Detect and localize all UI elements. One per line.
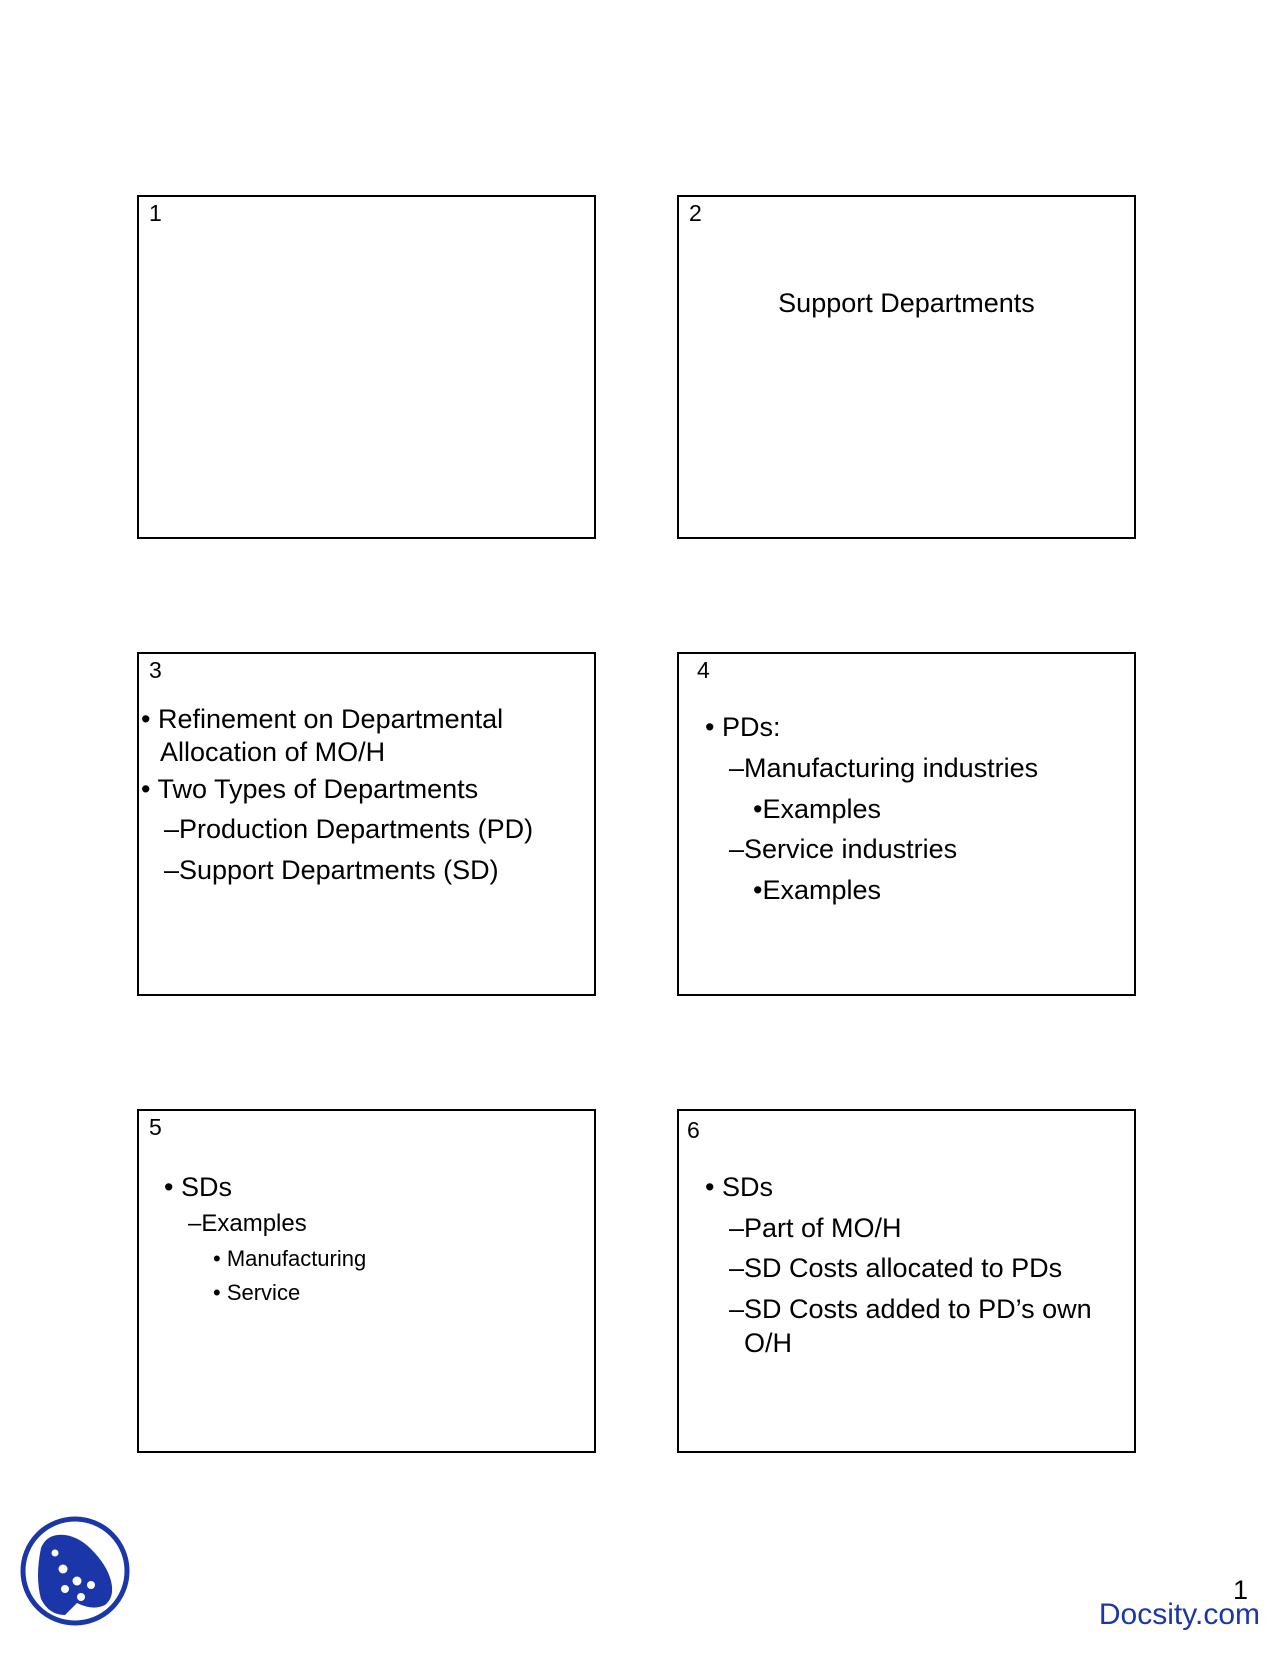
sub-bullet-item: –Examples: [188, 1210, 307, 1237]
slide-2: [677, 195, 1136, 539]
slide-number: 5: [149, 1114, 162, 1140]
sub-sub-bullet-item: •Examples: [753, 794, 881, 824]
sub-bullet-item: –SD Costs added to PD’s own: [729, 1294, 1092, 1324]
sub-sub-bullet-item: • Manufacturing: [213, 1246, 367, 1271]
bullet-continuation: Allocation of MO/H: [160, 737, 386, 767]
sub-bullet-continuation: O/H: [744, 1328, 793, 1358]
slide-number: 2: [689, 200, 702, 226]
slide-number: 4: [697, 657, 710, 683]
sub-bullet-item: –Production Departments (PD): [164, 814, 534, 844]
bullet-item: • SDs: [164, 1172, 232, 1202]
sub-bullet-item: –SD Costs allocated to PDs: [729, 1253, 1063, 1283]
bullet-item: • SDs: [705, 1172, 773, 1202]
sub-sub-bullet-item: •Examples: [753, 875, 881, 905]
slide-number: 3: [149, 657, 162, 683]
sub-bullet-item: –Manufacturing industries: [729, 753, 1039, 783]
bullet-item: • Two Types of Departments: [141, 774, 479, 804]
slide-title: Support Departments: [778, 288, 1035, 318]
slide-number: 6: [687, 1117, 700, 1143]
sub-bullet-item: –Support Departments (SD): [164, 855, 499, 885]
bullet-item: • PDs:: [705, 712, 781, 742]
sub-bullet-item: –Service industries: [729, 834, 958, 864]
page-number: 1: [1232, 1575, 1248, 1605]
slide-6: [677, 1109, 1136, 1453]
slide-5: [137, 1109, 596, 1453]
docsity-logo-icon: [19, 1515, 131, 1627]
slide-1: [137, 195, 596, 539]
docsity-link[interactable]: Docsity.com: [1098, 1598, 1260, 1631]
slide-number: 1: [149, 200, 162, 226]
sub-bullet-item: –Part of MO/H: [729, 1213, 902, 1243]
slide-3: [137, 652, 596, 996]
slide-4: [677, 652, 1136, 996]
sub-sub-bullet-item: • Service: [213, 1280, 301, 1305]
bullet-item: • Refinement on Departmental: [141, 704, 504, 734]
